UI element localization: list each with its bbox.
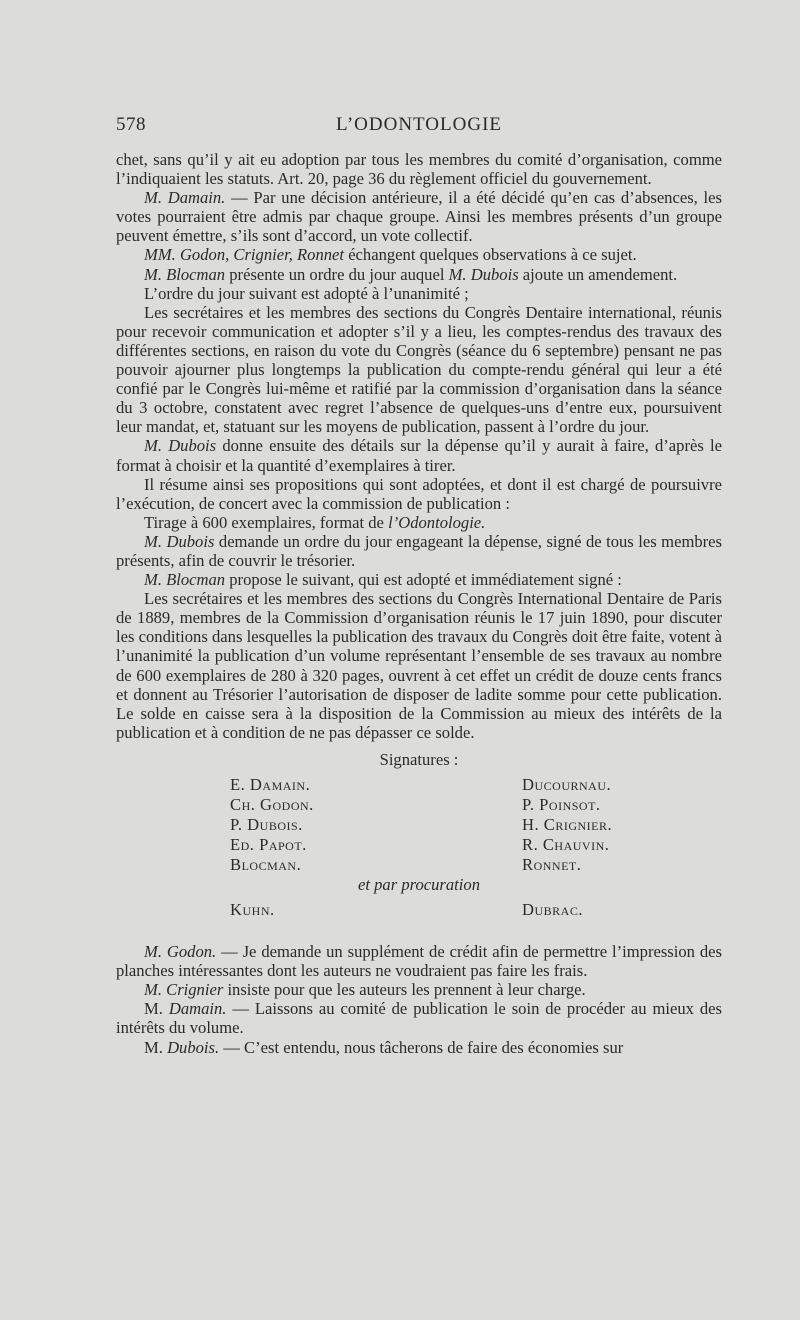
paragraph	[116, 980, 722, 999]
paragraph-text: échangent quelques observations à ce sujet.	[344, 245, 637, 265]
paragraph-text: L’ordre du jour suivant est adopté à l’unanimité ;	[144, 283, 469, 303]
paragraph	[116, 532, 722, 570]
paragraph-text: donne ensuite des détails sur la dépense qu’il y aurait à faire, d’après le format à choisir et la quantité d’exemplaires à tirer.	[116, 436, 722, 475]
paragraph-text: M.	[144, 999, 169, 1019]
signature: E. Damain.	[230, 775, 311, 794]
paragraph	[116, 475, 722, 513]
paragraph-text: Les secrétaires et les membres des sections du Congrès International Dentaire de Paris de 1889, membres de la Commission d’organisation réunis le 17 juin 1890, pour discuter les conditions dans lesquelles la publication des travaux du Congrès doit être faite, votent à l’unanimité la publication d’un volume représentant l’ensemble de ses travaux au nombre de 600 exemplaires de 280 à 320 pages, ouvrent à cet effet un crédit de douze cents francs et donnent au Trésorier l’autorisation de disposer de ladite somme pour cette publication. Le solde en caisse sera à la disposition de la Commission au mieux des intérêts de la publication et à condition de ne pas dépasser ce solde.	[116, 589, 722, 742]
procuration-label: et par procuration	[358, 875, 480, 894]
paragraph	[116, 589, 722, 742]
speaker-name: MM. Godon, Crignier, Ronnet	[144, 245, 345, 265]
paragraph-text: Les secrétaires et les membres des sections du Congrès Dentaire international, réunis pour recevoir communication et adopter s’il y a lieu, les comptes-rendus des travaux des différentes sections, en raison du vote du Congrès (séance du 6 septembre) pensant ne pas pouvoir ajourner plus longtemps la publication du compte-rendu général qui leur a été confié par le Congrès lui-même et ratifié par la commission d’organisation dans la séance du 3 octobre, constatent avec regret l’absence de quelques-uns d’entre eux, poursuivent leur mandat, et, statuant sur les moyens de publication, passent à l’ordre du jour.	[116, 302, 722, 437]
paragraph-text: demande un ordre du jour engageant la dépense, signé de tous les membres présents, afin de couvrir le trésorier.	[116, 531, 723, 570]
paragraph-text: — C’est entendu, nous tâcherons de faire des économies sur	[219, 1037, 624, 1057]
signature: P. Poinsot.	[522, 795, 601, 814]
running-title: L’ODONTOLOGIE	[335, 114, 503, 135]
paragraph	[116, 436, 722, 474]
signature: R. Chauvin.	[522, 835, 610, 854]
paragraph	[116, 245, 722, 264]
signature: P. Dubois.	[230, 815, 303, 834]
signature: H. Crignier.	[522, 815, 613, 834]
paragraphs	[116, 150, 722, 742]
paragraph	[116, 303, 722, 437]
speaker-name: M. Blocman	[144, 264, 226, 284]
paragraph-text: — Par une décision antérieure, il a été décidé qu’en cas d’absences, les votes pourraient être admis par chaque groupe. Ainsi les membres présents d’un groupe peuvent émettre, s’ils sont d’accord, un vote collectif.	[116, 188, 722, 246]
page-header	[116, 114, 722, 144]
closing-paragraphs	[116, 942, 722, 1057]
speaker-name: M. Blocman	[144, 570, 226, 590]
signatures-right-column	[522, 775, 612, 875]
speaker-name: M. Crignier	[144, 980, 224, 1000]
paragraph-text: chet, sans qu’il y ait eu adoption par tous les membres du comité d’organisation, comme l’indiquaient les statuts. Art. 20, page 36 du règlement officiel du gouvernement.	[116, 150, 722, 189]
speaker-name: M. Godon.	[144, 942, 217, 962]
paragraph	[116, 284, 722, 303]
signatures-title: Signatures :	[379, 749, 459, 769]
speaker-name: l’Odontologie.	[388, 512, 486, 532]
speaker-name: M. Dubois	[144, 436, 217, 456]
paragraph	[116, 999, 722, 1037]
signature: Ed. Papot.	[230, 835, 307, 854]
paragraph-text: Il résume ainsi ses propositions qui sont adoptées, et dont il est chargé de poursuivre l’exécution, de concert avec la commission de publication :	[116, 474, 722, 513]
paragraph-text: ajoute un amendement.	[518, 264, 678, 284]
signature: Blocman.	[230, 855, 302, 874]
signature: Ch. Godon.	[230, 795, 314, 814]
paragraph	[116, 188, 722, 245]
signature: Ronnet.	[522, 855, 582, 874]
paragraph-text: présente un ordre du jour auquel	[225, 264, 449, 284]
speaker-name: Dubois.	[167, 1037, 220, 1057]
paragraph	[116, 570, 722, 589]
speaker-name: M. Dubois	[448, 264, 519, 284]
signatures-left-column	[230, 775, 314, 875]
paragraph	[116, 1038, 722, 1057]
paragraph	[116, 265, 722, 284]
signatures-block	[116, 775, 722, 875]
speaker-name: M. Dubois	[144, 531, 215, 551]
paragraph-text: M.	[144, 1037, 168, 1057]
paragraph	[116, 513, 722, 532]
page-body	[116, 150, 722, 1057]
speaker-name: Damain.	[168, 999, 227, 1019]
speaker-name: M. Damain.	[144, 188, 226, 208]
paragraph	[116, 150, 722, 188]
procuration-signatures	[116, 900, 722, 922]
signature: Dubrac.	[522, 900, 583, 920]
paragraph-text: — Je demande un supplément de crédit afin de permettre l’impression des planches intéressantes dont les auteurs ne voudraient pas faire les frais.	[116, 942, 722, 981]
paragraph-text: propose le suivant, qui est adopté et immédiatement signé :	[225, 570, 622, 590]
paragraph-text: Tirage à 600 exemplaires, format de	[144, 512, 389, 532]
paragraph-text: — Laissons au comité de publication le soin de procéder au mieux des intérêts du volume.	[116, 999, 722, 1038]
paragraph-text: insiste pour que les auteurs les prennent à leur charge.	[223, 980, 586, 1000]
signature: Ducournau.	[522, 775, 612, 794]
signature: Kuhn.	[230, 900, 275, 920]
paragraph	[116, 942, 722, 980]
page-number: 578	[116, 114, 146, 135]
